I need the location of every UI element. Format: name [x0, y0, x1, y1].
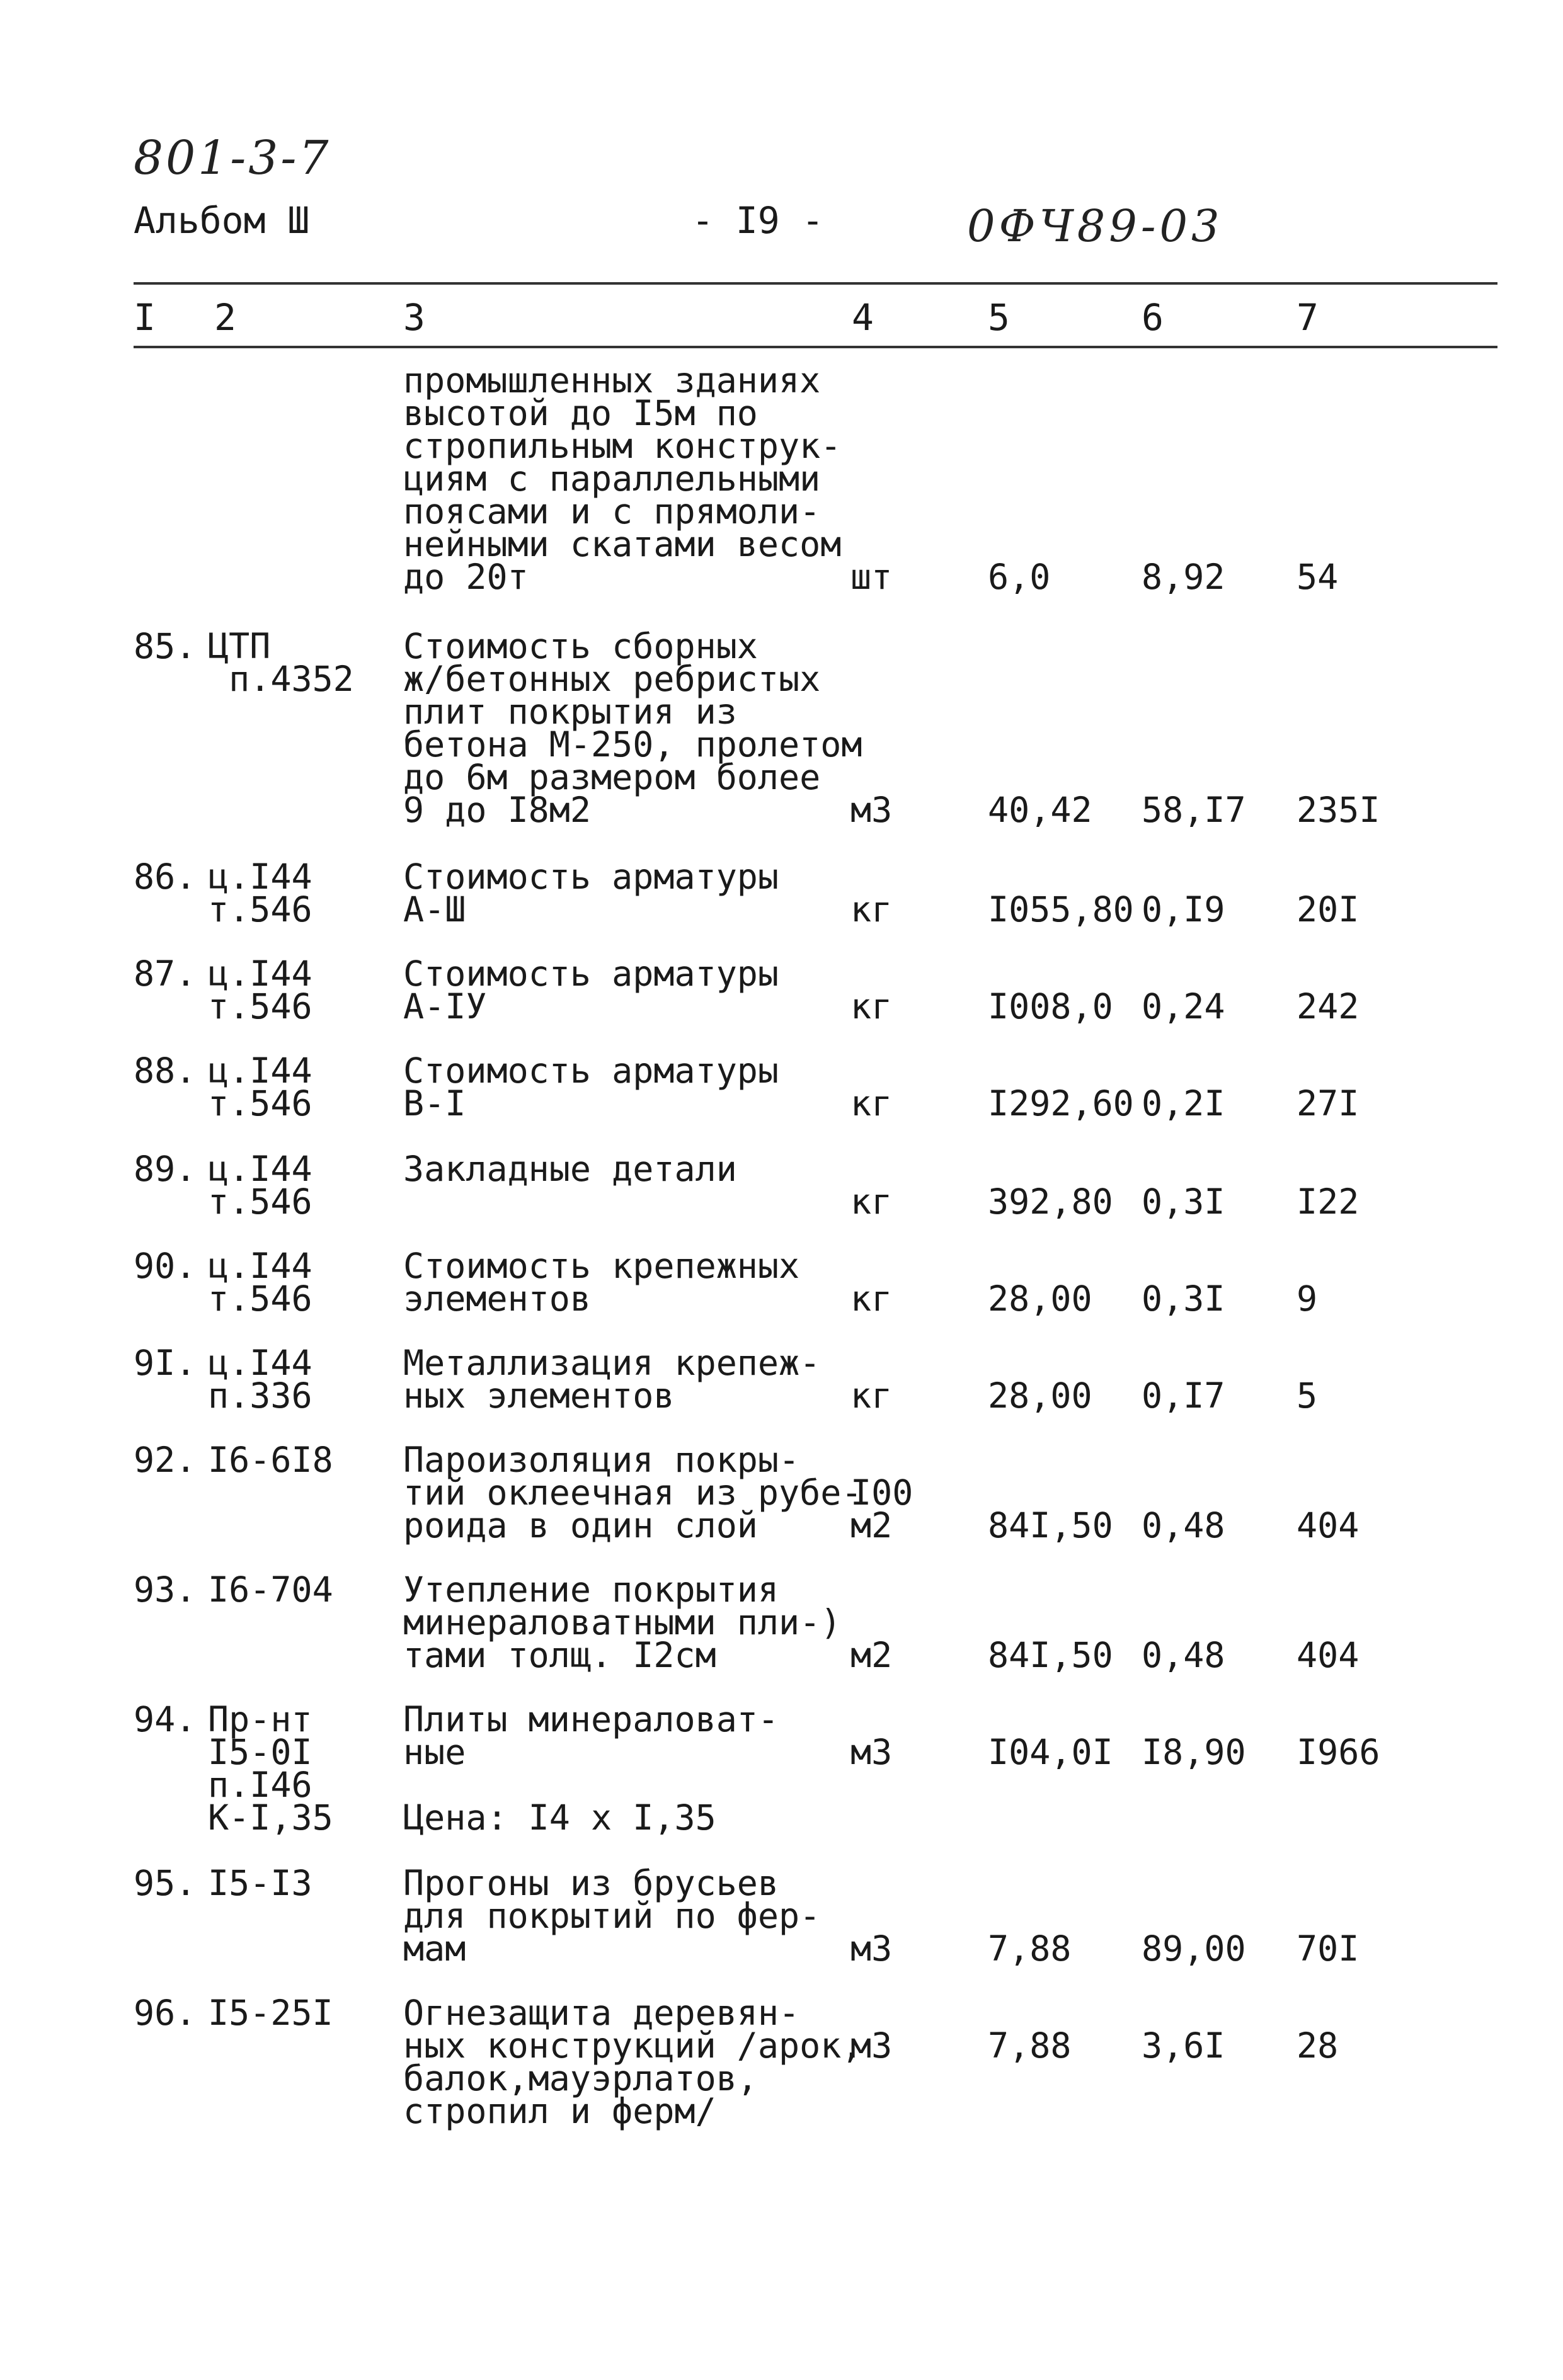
row-number: 95.	[134, 1863, 197, 1903]
row-number: 92.	[134, 1440, 197, 1480]
row-unit: кг	[850, 1083, 893, 1124]
row-code: ЦТП п.4352	[208, 626, 354, 699]
page-number: - I9 -	[692, 199, 824, 242]
row-unit: м3	[850, 1732, 893, 1772]
row-number: 88.	[134, 1051, 197, 1091]
row-description: Стоимость сборных ж/бетонных ребристых плит покрытия из бетона М-250, пролетом до 6м размером более 9 до I8м2	[403, 626, 862, 830]
row-description: Закладные детали	[403, 1149, 737, 1189]
row-quantity: I008,0	[988, 986, 1113, 1027]
row-total: 404	[1297, 1505, 1360, 1546]
row-total: I22	[1297, 1181, 1360, 1222]
row-total: 70I	[1297, 1928, 1360, 1969]
row-quantity: 7,88	[988, 2025, 1072, 2066]
row-total: 20I	[1297, 889, 1360, 930]
row-total: 404	[1297, 1635, 1360, 1675]
row-description: Пароизоляция покры- тий оклеечная из рубе- роида в один слой	[403, 1440, 862, 1546]
row-quantity: 40,42	[988, 790, 1092, 830]
row-number: 90.	[134, 1246, 197, 1286]
column-number-5: 5	[988, 296, 1010, 339]
row-unit-price: 58,I7	[1142, 790, 1246, 830]
row-description: Металлизация крепеж- ных элементов	[403, 1343, 821, 1416]
row-unit-price: 89,00	[1142, 1928, 1246, 1969]
row-code: I5-25I	[208, 1993, 333, 2033]
row-quantity: 28,00	[988, 1278, 1092, 1319]
row-number: 87.	[134, 954, 197, 994]
row-code: I5-I3	[208, 1863, 312, 1903]
row-total: I966	[1297, 1732, 1380, 1772]
row-description: Стоимость арматуры А-Ш	[403, 857, 779, 930]
row-description: Плиты минераловат- ные Цена: I4 х I,35	[403, 1699, 779, 1838]
handwritten-document-code: 0ФЧ89-03	[967, 200, 1223, 252]
row-code: ц.I44 т.546	[208, 857, 312, 930]
row-quantity: 7,88	[988, 1928, 1072, 1969]
row-total: 242	[1297, 986, 1360, 1027]
row-code: Пр-нт I5-0I п.I46 К-I,35	[208, 1699, 333, 1838]
row-total: 235I	[1297, 790, 1380, 830]
row-unit-price: 0,48	[1142, 1635, 1225, 1675]
row-quantity: I04,0I	[988, 1732, 1113, 1772]
row-unit-price: 0,3I	[1142, 1181, 1225, 1222]
row-unit-price: 8,92	[1142, 557, 1225, 597]
row-unit: м3	[850, 790, 893, 830]
row-code: I6-704	[208, 1569, 333, 1610]
row-description: Утепление покрытия минераловатными пли-) тами толщ. I2см	[403, 1569, 842, 1675]
row-total: 28	[1297, 2025, 1339, 2066]
row-number: 89.	[134, 1149, 197, 1189]
row-unit: I00	[850, 1472, 913, 1513]
row-unit: кг	[850, 1278, 893, 1319]
row-unit-price: 0,I9	[1142, 889, 1225, 930]
header-rule-bottom	[134, 346, 1497, 348]
row-unit: кг	[850, 889, 893, 930]
row-total: 27I	[1297, 1083, 1360, 1124]
row-code: ц.I44 п.336	[208, 1343, 312, 1416]
row-quantity: 84I,50	[988, 1505, 1113, 1546]
row-code: ц.I44 т.546	[208, 1246, 312, 1319]
row-unit-price: I8,90	[1142, 1732, 1246, 1772]
row-unit-price: 0,48	[1142, 1505, 1225, 1546]
row-unit-price: 0,24	[1142, 986, 1225, 1027]
row-code: ц.I44 т.546	[208, 954, 312, 1027]
row-unit: кг	[850, 1375, 893, 1416]
row-total: 9	[1297, 1278, 1318, 1319]
row-quantity: 84I,50	[988, 1635, 1113, 1675]
row-total: 54	[1297, 557, 1339, 597]
row-unit: м3	[850, 1928, 893, 1969]
row-unit: м2	[850, 1635, 893, 1675]
row-unit: шт	[850, 557, 893, 597]
row-code: ц.I44 т.546	[208, 1149, 312, 1222]
column-number-6: 6	[1142, 296, 1164, 339]
column-number-2: 2	[214, 296, 236, 339]
row-description: Прогоны из брусьев для покрытий по фер- мам	[403, 1863, 821, 1969]
row-quantity: 392,80	[988, 1181, 1113, 1222]
album-label: Альбом Ш	[134, 199, 310, 242]
row-number: 9I.	[134, 1343, 197, 1383]
column-number-3: 3	[403, 296, 425, 339]
row-quantity: 6,0	[988, 557, 1051, 597]
row-description: промышленных зданиях высотой до I5м по стропильным конструк- циям с параллельными поясами и с прямоли- нейными скатами весом до 20т	[403, 360, 842, 597]
row-unit: м2	[850, 1505, 893, 1546]
row-unit-price: 3,6I	[1142, 2025, 1225, 2066]
row-total: 5	[1297, 1375, 1318, 1416]
row-number: 94.	[134, 1699, 197, 1739]
row-unit: м3	[850, 2025, 893, 2066]
row-number: 85.	[134, 626, 197, 666]
row-unit: кг	[850, 1181, 893, 1222]
row-quantity: 28,00	[988, 1375, 1092, 1416]
row-number: 96.	[134, 1993, 197, 2033]
row-unit-price: 0,2I	[1142, 1083, 1225, 1124]
column-number-7: 7	[1297, 296, 1319, 339]
row-number: 86.	[134, 857, 197, 897]
row-description: Стоимость арматуры В-I	[403, 1051, 779, 1124]
row-quantity: I292,60	[988, 1083, 1134, 1124]
row-description: Стоимость арматуры А-IУ	[403, 954, 779, 1027]
handwritten-series-code: 801-3-7	[134, 131, 331, 185]
column-number-4: 4	[852, 296, 874, 339]
row-unit-price: 0,I7	[1142, 1375, 1225, 1416]
row-number: 93.	[134, 1569, 197, 1610]
row-quantity: I055,80	[988, 889, 1134, 930]
row-code: ц.I44 т.546	[208, 1051, 312, 1124]
row-description: Огнезащита деревян- ных конструкций /арок, балок,мауэрлатов, стропил и ферм/	[403, 1993, 862, 2131]
row-unit: кг	[850, 986, 893, 1027]
column-number-1: I	[134, 296, 156, 339]
header-rule-top	[134, 282, 1497, 285]
row-code: I6-6I8	[208, 1440, 333, 1480]
row-unit-price: 0,3I	[1142, 1278, 1225, 1319]
row-description: Стоимость крепежных элементов	[403, 1246, 800, 1319]
